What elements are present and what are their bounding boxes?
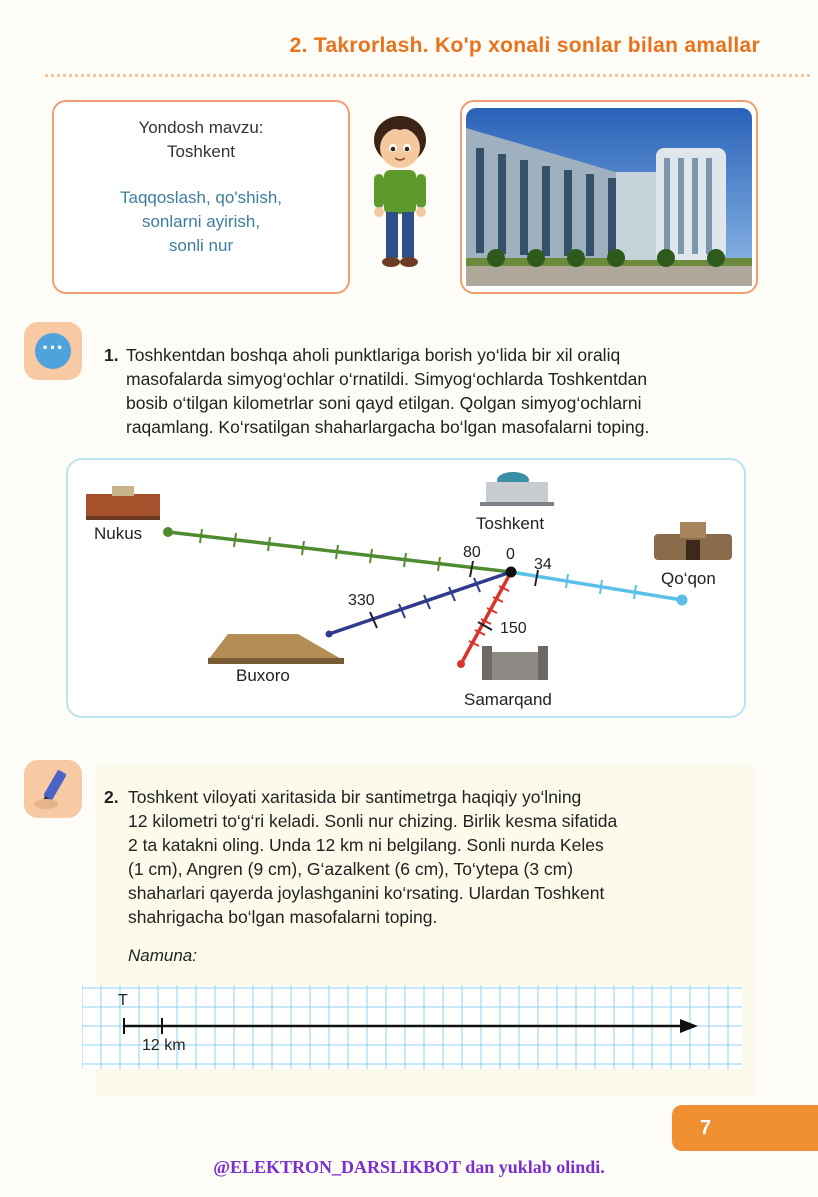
topic-heading <box>54 116 348 164</box>
topic-skills <box>54 186 348 258</box>
buxoro-building-icon <box>208 634 344 664</box>
skill-line: sonli nur <box>168 236 234 255</box>
ray-start-label: T <box>118 992 128 1009</box>
task2-line: Toshkent viloyati xaritasida bir santimetrga haqiqiy yo‘lning <box>128 787 582 807</box>
mark-34: 34 <box>534 556 552 573</box>
city-label-samarqand: Samarqand <box>464 690 552 709</box>
pencil-icon <box>24 760 82 818</box>
mark-80: 80 <box>463 544 481 561</box>
topic-label: Yondosh mavzu: <box>138 118 264 137</box>
task1-line: masofalarda simyog‘ochlar o‘rnatildi. Simyog‘ochlarda Toshkentdan <box>126 369 648 389</box>
nukus-building-icon <box>86 486 160 520</box>
photo-frame <box>460 100 758 294</box>
task2-line: (1 cm), Angren (9 cm), G‘azalkent (6 cm), To‘ytepa (3 cm) <box>128 859 574 879</box>
task2-line: 2 ta katakni oling. Unda 12 km ni belgilang. Sonli nurda Keles <box>128 835 604 855</box>
ray-unit-label: 12 km <box>142 1037 186 1054</box>
toshkent-building-icon <box>480 472 554 506</box>
skill-line: Taqqoslash, qo'shish, <box>119 188 282 207</box>
samarqand-building-icon <box>482 646 548 680</box>
task2 <box>104 785 744 929</box>
number-ray-grid <box>82 985 742 1069</box>
page-number: 7 <box>672 1105 818 1151</box>
building-photo <box>466 108 752 286</box>
task1-number: 1. <box>104 345 119 365</box>
task1-line: bosib o‘tilgan kilometrlar soni qayd etilgan. Qolgan simyog‘ochlarni <box>126 393 642 413</box>
nukus-road <box>163 527 511 577</box>
grid-area <box>82 985 742 1069</box>
city-label-nukus: Nukus <box>94 524 143 543</box>
toshkent-point <box>506 567 517 578</box>
distance-map <box>66 458 746 718</box>
boy-illustration <box>360 104 440 274</box>
mark-150: 150 <box>500 620 527 637</box>
topic-box <box>52 100 350 294</box>
task2-line: shahrigacha bo‘lgan masofalarni toping. <box>128 907 438 927</box>
footer-watermark: @ELEKTRON_DARSLIKBOT dan yuklab olindi. <box>213 1157 605 1177</box>
city-label-toshkent: Toshkent <box>476 514 545 533</box>
city-label-buxoro: Buxoro <box>236 666 290 685</box>
skill-line: sonlarni ayirish, <box>141 212 261 231</box>
dotted-divider <box>45 74 810 77</box>
task1 <box>104 343 749 439</box>
task1-line: Toshkentdan boshqa aholi punktlariga borish yo‘lida bir xil oraliq <box>126 345 621 365</box>
qoqon-building-icon <box>654 522 732 560</box>
task1-line: raqamlang. Ko‘rsatilgan shaharlargacha bo‘lgan masofalarni toping. <box>126 417 650 437</box>
task2-line: 12 kilometri to‘g‘ri keladi. Sonli nur chizing. Birlik kesma sifatida <box>128 811 618 831</box>
discussion-icon: ··· <box>24 322 82 380</box>
mark-zero: 0 <box>506 546 515 563</box>
city-label-qoqon: Qo‘qon <box>661 569 716 588</box>
sample-label: Namuna: <box>128 946 197 965</box>
task2-number: 2. <box>104 787 119 807</box>
task2-line: shaharlari qayerda joylashganini ko‘rsating. Ulardan Toshkent <box>128 883 605 903</box>
distance-map-drawing <box>68 460 744 716</box>
page-title: 2. Takrorlash. Ko'p xonali sonlar bilan amallar <box>289 34 760 57</box>
mark-330: 330 <box>348 592 375 609</box>
topic-name: Toshkent <box>166 142 236 161</box>
